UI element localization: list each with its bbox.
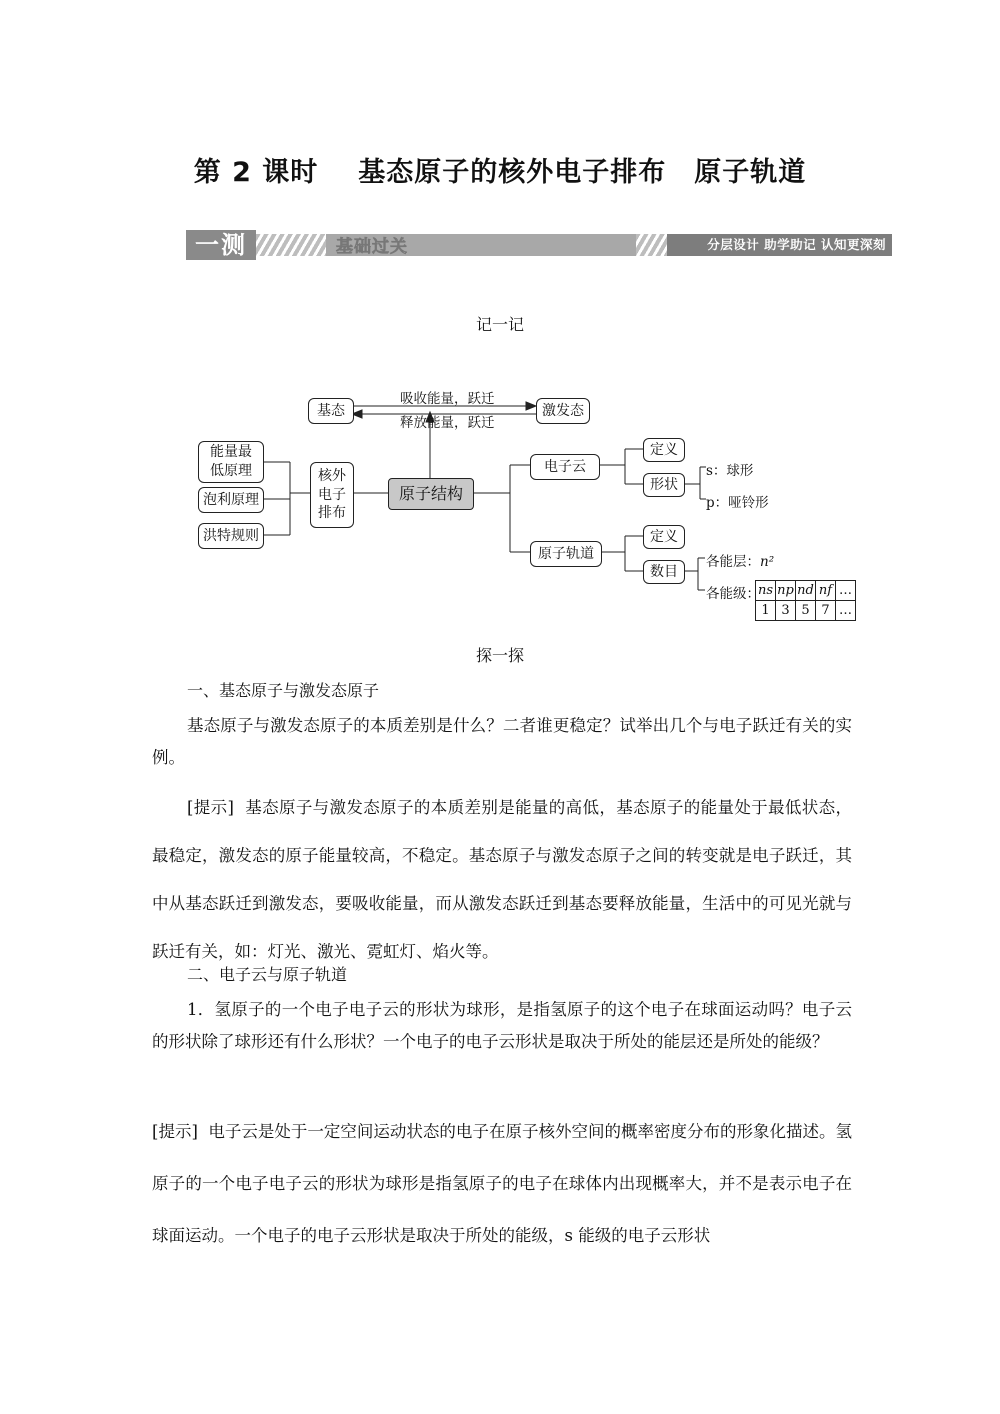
box-atomic-structure [388,478,474,510]
box-atomic-orbital [530,541,602,567]
table-cell: ns [756,581,776,601]
mindmap-connectors [0,0,1000,650]
release-energy-label: 释放能量，跃迁 [400,415,495,431]
box-ground-state [308,398,354,424]
hint-paragraph [152,784,852,976]
table-cell: nf [816,581,836,601]
table-row [756,601,856,621]
banner-slogan: 分层设计 助学助记 认知更深刻 [707,237,886,252]
table-cell: … [836,581,856,601]
box-orbital-definition [643,525,685,549]
box-label: 定义 [650,528,678,545]
section2-hint [152,1106,852,1262]
table-cell: 5 [796,601,816,621]
question-text: 基态原子与激发态原子的本质差别是什么？二者谁更稳定？试举出几个与电子跃迁有关的实例。 [152,716,852,767]
table-cell: 1 [756,601,776,621]
mindmap-heading: 记一记 [475,315,524,334]
shape-p-label: p：哑铃形 [706,495,769,511]
section-tag: 一测 [186,230,256,260]
per-subshell-label: 各能级： [706,586,760,602]
hint-tag: [提示] [187,798,234,817]
per-shell-label: 各能层： [706,554,760,570]
box-cloud-definition [643,438,685,462]
box-label: 电子云 [544,458,586,475]
section1-heading: 一、基态原子与激发态原子 [187,681,380,700]
box-label: 数目 [650,563,678,580]
hint-text: 基态原子与激发态原子的本质差别是能量的高低，基态原子的能量处于最低状态，最稳定，激发态的原子能量较高，不稳定。基态原子与激发态原子之间的转变就是电子跃迁，其中从基态跃迁到激发态，要吸收能量，而从激发态跃迁到基态要释放能量，生活中的可见光就与跃迁有关，如：灯光、激光、霓虹灯、焰火等。 [152,798,853,961]
box-label: 基态 [317,402,345,419]
box-cloud-shape [643,473,685,497]
box-label: 原子轨道 [538,545,594,562]
hint-tag: [提示] [152,1122,198,1141]
table-cell: 3 [776,601,796,621]
explore-heading: 探一探 [475,646,524,665]
section1-question [152,710,852,774]
table-row [756,581,856,601]
box-label: 定义 [650,441,678,458]
table-cell: np [776,581,796,601]
lesson-number: 第 2 课时 [193,157,319,188]
box-label: 能量最低原理 [210,444,252,479]
per-shell-line [706,550,774,570]
box-label: 核外电子排布 [318,467,346,522]
section2-heading: 二、电子云与原子轨道 [187,965,348,984]
box-label: 激发态 [542,402,584,419]
table-cell: nd [796,581,816,601]
box-label: 原子结构 [398,484,463,504]
shape-s-label: s：球形 [706,463,754,479]
table-cell: 7 [816,601,836,621]
hint-paragraph [152,1106,852,1262]
table-cell: … [836,601,856,621]
per-shell-value: n² [760,554,775,570]
box-hund-rule [198,523,264,549]
box-excited-state [536,398,590,424]
box-electron-cloud [530,454,600,480]
hint-text: 电子云是处于一定空间运动状态的电子在原子核外空间的概率密度分布的形象化描述。氢原子的一个电子电子云的形状为球形是指氢原子的电子在球体内出现概率大，并不是表示电子在球面运动。一个电子的电子云形状是取决于所处的能级，s 能级的电子云形状 [152,1122,853,1245]
lesson-topic: 基态原子的核外电子排布 原子轨道 [358,157,807,188]
box-label: 洪特规则 [203,527,259,544]
box-label: 形状 [650,476,678,493]
section1-hint [152,784,852,976]
absorb-energy-label: 吸收能量，跃迁 [400,391,495,407]
box-orbital-number [643,560,685,584]
box-label: 泡利原理 [203,491,259,508]
question-text: 1．氢原子的一个电子电子云的形状为球形，是指氢原子的这个电子在球面运动吗？电子云的形状除了球形还有什么形状？一个电子的电子云形状是取决于所处的能层还是所处的能级？ [152,1000,852,1051]
section-name: 基础过关 [336,237,408,257]
box-lowest-energy-principle [198,441,264,483]
orbital-count-table [755,580,856,621]
section2-question [152,994,852,1058]
box-electron-arrangement [310,462,354,528]
box-pauli-principle [198,487,264,513]
